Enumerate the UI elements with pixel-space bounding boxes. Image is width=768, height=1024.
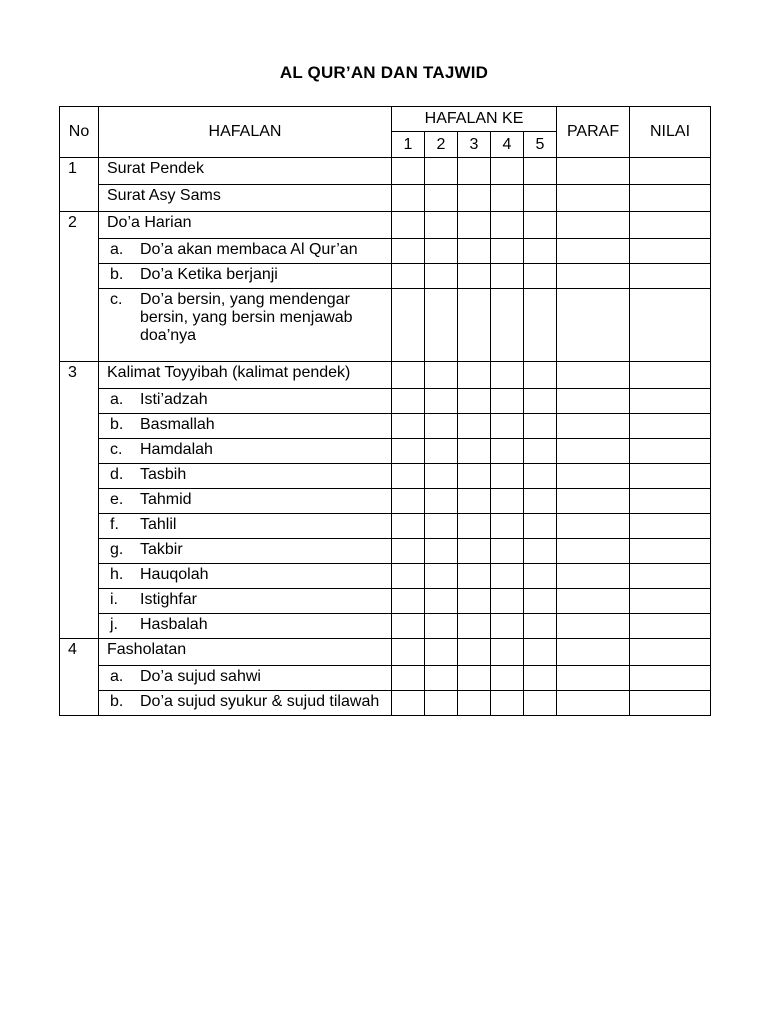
hafalan-ke-4-cell[interactable] [491, 639, 524, 666]
item-marker: b. [110, 693, 124, 710]
hafalan-ke-3-cell[interactable] [458, 589, 491, 614]
hafalan-ke-3-cell[interactable] [458, 489, 491, 514]
item-text: Istighfar [140, 591, 197, 608]
hafalan-ke-5-cell[interactable] [524, 489, 557, 514]
hafalan-cell [99, 464, 392, 489]
hafalan-ke-3-cell[interactable] [458, 514, 491, 539]
paraf-cell[interactable] [557, 666, 630, 691]
item-marker: g. [110, 541, 124, 558]
hafalan-ke-5-cell[interactable] [524, 158, 557, 185]
paraf-cell[interactable] [557, 614, 630, 639]
item-text: Do’a Harian [107, 214, 192, 231]
item-marker: d. [110, 466, 124, 483]
header-hafalan-ke: HAFALAN KE [392, 107, 557, 132]
hafalan-ke-3-cell[interactable] [458, 439, 491, 464]
hafalan-cell [99, 439, 392, 464]
hafalan-ke-2-cell[interactable] [425, 264, 458, 289]
hafalan-ke-5-cell[interactable] [524, 514, 557, 539]
nilai-cell[interactable] [630, 514, 711, 539]
nilai-cell[interactable] [630, 489, 711, 514]
hafalan-ke-3-cell[interactable] [458, 564, 491, 589]
header-ke-3: 3 [458, 132, 491, 158]
group-number: 3 [60, 362, 99, 639]
hafalan-cell [99, 239, 392, 264]
table-row [60, 639, 711, 666]
hafalan-ke-3-cell[interactable] [458, 239, 491, 264]
paraf-cell[interactable] [557, 489, 630, 514]
hafalan-ke-3-cell[interactable] [458, 212, 491, 239]
hafalan-ke-4-cell[interactable] [491, 489, 524, 514]
paraf-cell[interactable] [557, 212, 630, 239]
hafalan-ke-4-cell[interactable] [491, 514, 524, 539]
hafalan-ke-4-cell[interactable] [491, 414, 524, 439]
paraf-cell[interactable] [557, 362, 630, 389]
hafalan-ke-5-cell[interactable] [524, 439, 557, 464]
hafalan-ke-3-cell[interactable] [458, 264, 491, 289]
nilai-cell[interactable] [630, 691, 711, 716]
hafalan-cell [99, 589, 392, 614]
hafalan-ke-2-cell[interactable] [425, 389, 458, 414]
table-row [60, 362, 711, 389]
hafalan-ke-1-cell[interactable] [392, 264, 425, 289]
hafalan-ke-3-cell[interactable] [458, 158, 491, 185]
hafalan-ke-1-cell[interactable] [392, 489, 425, 514]
hafalan-cell [99, 539, 392, 564]
item-marker: a. [110, 668, 124, 685]
hafalan-ke-5-cell[interactable] [524, 464, 557, 489]
hafalan-ke-5-cell[interactable] [524, 289, 557, 362]
hafalan-ke-2-cell[interactable] [425, 185, 458, 212]
hafalan-ke-1-cell[interactable] [392, 389, 425, 414]
hafalan-cell [99, 639, 392, 666]
paraf-cell[interactable] [557, 239, 630, 264]
hafalan-ke-1-cell[interactable] [392, 666, 425, 691]
table-row [60, 589, 711, 614]
paraf-cell[interactable] [557, 539, 630, 564]
nilai-cell[interactable] [630, 185, 711, 212]
hafalan-cell [99, 185, 392, 212]
hafalan-ke-5-cell[interactable] [524, 691, 557, 716]
hafalan-ke-3-cell[interactable] [458, 614, 491, 639]
paraf-cell[interactable] [557, 264, 630, 289]
item-text: Do’a Ketika berjanji [140, 266, 278, 283]
paraf-cell[interactable] [557, 185, 630, 212]
hafalan-ke-2-cell[interactable] [425, 639, 458, 666]
hafalan-ke-1-cell[interactable] [392, 239, 425, 264]
item-text: Isti’adzah [140, 391, 208, 408]
hafalan-ke-5-cell[interactable] [524, 239, 557, 264]
hafalan-ke-4-cell[interactable] [491, 158, 524, 185]
nilai-cell[interactable] [630, 389, 711, 414]
hafalan-cell [99, 489, 392, 514]
table-row [60, 212, 711, 239]
hafalan-ke-1-cell[interactable] [392, 464, 425, 489]
hafalan-ke-4-cell[interactable] [491, 264, 524, 289]
table-row [60, 489, 711, 514]
item-text: Do’a sujud syukur & sujud tilawah [140, 693, 380, 710]
hafalan-ke-1-cell[interactable] [392, 539, 425, 564]
nilai-cell[interactable] [630, 614, 711, 639]
header-paraf: PARAF [557, 107, 630, 158]
item-marker: b. [110, 266, 124, 283]
item-marker: a. [110, 391, 124, 408]
hafalan-ke-2-cell[interactable] [425, 514, 458, 539]
hafalan-ke-1-cell[interactable] [392, 414, 425, 439]
hafalan-ke-4-cell[interactable] [491, 464, 524, 489]
hafalan-ke-2-cell[interactable] [425, 464, 458, 489]
hafalan-ke-4-cell[interactable] [491, 439, 524, 464]
item-text: Tasbih [140, 466, 187, 483]
header-ke-4: 4 [491, 132, 524, 158]
hafalan-ke-4-cell[interactable] [491, 185, 524, 212]
nilai-cell[interactable] [630, 239, 711, 264]
table-row [60, 289, 711, 362]
hafalan-ke-1-cell[interactable] [392, 589, 425, 614]
item-text: Tahmid [140, 491, 192, 508]
hafalan-ke-5-cell[interactable] [524, 389, 557, 414]
hafalan-cell [99, 389, 392, 414]
paraf-cell[interactable] [557, 158, 630, 185]
item-text: Do’a sujud sahwi [140, 668, 261, 685]
hafalan-ke-3-cell[interactable] [458, 639, 491, 666]
paraf-cell[interactable] [557, 691, 630, 716]
hafalan-ke-5-cell[interactable] [524, 185, 557, 212]
group-number: 1 [60, 158, 99, 212]
hafalan-ke-3-cell[interactable] [458, 362, 491, 389]
hafalan-ke-5-cell[interactable] [524, 589, 557, 614]
hafalan-cell [99, 289, 392, 362]
item-text: Hamdalah [140, 441, 213, 458]
hafalan-ke-5-cell[interactable] [524, 666, 557, 691]
table-row [60, 158, 711, 185]
hafalan-cell [99, 666, 392, 691]
hafalan-cell [99, 614, 392, 639]
hafalan-cell [99, 158, 392, 185]
hafalan-ke-2-cell[interactable] [425, 439, 458, 464]
hafalan-ke-5-cell[interactable] [524, 264, 557, 289]
item-text: Do’a akan membaca Al Qur’an [140, 241, 358, 258]
hafalan-ke-3-cell[interactable] [458, 539, 491, 564]
nilai-cell[interactable] [630, 564, 711, 589]
table-row [60, 691, 711, 716]
hafalan-ke-1-cell[interactable] [392, 362, 425, 389]
hafalan-ke-2-cell[interactable] [425, 239, 458, 264]
table-row [60, 439, 711, 464]
hafalan-ke-4-cell[interactable] [491, 539, 524, 564]
hafalan-ke-3-cell[interactable] [458, 289, 491, 362]
item-marker: f. [110, 516, 119, 533]
hafalan-ke-2-cell[interactable] [425, 489, 458, 514]
hafalan-ke-1-cell[interactable] [392, 185, 425, 212]
hafalan-ke-2-cell[interactable] [425, 539, 458, 564]
paraf-cell[interactable] [557, 589, 630, 614]
hafalan-ke-4-cell[interactable] [491, 691, 524, 716]
hafalan-ke-1-cell[interactable] [392, 439, 425, 464]
hafalan-ke-5-cell[interactable] [524, 614, 557, 639]
hafalan-ke-5-cell[interactable] [524, 212, 557, 239]
table-row [60, 539, 711, 564]
table-row [60, 564, 711, 589]
hafalan-ke-2-cell[interactable] [425, 589, 458, 614]
nilai-cell[interactable] [630, 464, 711, 489]
hafalan-table [59, 106, 711, 716]
hafalan-ke-2-cell[interactable] [425, 362, 458, 389]
paraf-cell[interactable] [557, 564, 630, 589]
nilai-cell[interactable] [630, 362, 711, 389]
hafalan-ke-1-cell[interactable] [392, 158, 425, 185]
header-ke-2: 2 [425, 132, 458, 158]
group-number: 4 [60, 639, 99, 716]
item-text: Surat Pendek [107, 160, 204, 177]
hafalan-ke-3-cell[interactable] [458, 464, 491, 489]
item-text: Kalimat Toyyibah (kalimat pendek) [107, 364, 351, 381]
nilai-cell[interactable] [630, 158, 711, 185]
item-marker: a. [110, 241, 124, 258]
page-title: AL QUR’AN DAN TAJWID [279, 63, 489, 82]
paraf-cell[interactable] [557, 389, 630, 414]
nilai-cell[interactable] [630, 639, 711, 666]
hafalan-cell [99, 264, 392, 289]
hafalan-ke-1-cell[interactable] [392, 289, 425, 362]
hafalan-ke-3-cell[interactable] [458, 666, 491, 691]
item-text: Tahlil [140, 516, 177, 533]
hafalan-ke-4-cell[interactable] [491, 389, 524, 414]
nilai-cell[interactable] [630, 589, 711, 614]
hafalan-ke-1-cell[interactable] [392, 691, 425, 716]
group-number: 2 [60, 212, 99, 362]
paraf-cell[interactable] [557, 439, 630, 464]
hafalan-ke-4-cell[interactable] [491, 589, 524, 614]
nilai-cell[interactable] [630, 439, 711, 464]
item-marker: h. [110, 566, 124, 583]
hafalan-cell [99, 514, 392, 539]
item-text: Fasholatan [107, 641, 187, 658]
item-text: Do’a bersin, yang mendengar bersin, yang bersin menjawab doa’nya [140, 291, 353, 344]
item-marker: j. [110, 616, 118, 633]
hafalan-ke-2-cell[interactable] [425, 691, 458, 716]
paraf-cell[interactable] [557, 514, 630, 539]
item-text: Hasbalah [140, 616, 208, 633]
hafalan-ke-2-cell[interactable] [425, 212, 458, 239]
item-text: Takbir [140, 541, 183, 558]
table-row [60, 239, 711, 264]
hafalan-cell [99, 564, 392, 589]
hafalan-ke-2-cell[interactable] [425, 158, 458, 185]
table-row [60, 389, 711, 414]
nilai-cell[interactable] [630, 414, 711, 439]
item-text: Surat Asy Sams [107, 187, 221, 204]
paraf-cell[interactable] [557, 464, 630, 489]
hafalan-ke-5-cell[interactable] [524, 362, 557, 389]
hafalan-cell [99, 691, 392, 716]
item-marker: i. [110, 591, 118, 608]
hafalan-ke-4-cell[interactable] [491, 239, 524, 264]
header-ke-1: 1 [392, 132, 425, 158]
nilai-cell[interactable] [630, 289, 711, 362]
nilai-cell[interactable] [630, 212, 711, 239]
header-nilai: NILAI [630, 107, 711, 158]
hafalan-ke-2-cell[interactable] [425, 666, 458, 691]
nilai-cell[interactable] [630, 264, 711, 289]
hafalan-ke-3-cell[interactable] [458, 185, 491, 212]
hafalan-ke-1-cell[interactable] [392, 564, 425, 589]
nilai-cell[interactable] [630, 539, 711, 564]
table-row [60, 185, 711, 212]
hafalan-ke-2-cell[interactable] [425, 564, 458, 589]
nilai-cell[interactable] [630, 666, 711, 691]
hafalan-cell [99, 362, 392, 389]
paraf-cell[interactable] [557, 414, 630, 439]
table-row [60, 614, 711, 639]
header-hafalan: HAFALAN [99, 107, 392, 158]
table-row [60, 514, 711, 539]
hafalan-ke-5-cell[interactable] [524, 414, 557, 439]
hafalan-ke-1-cell[interactable] [392, 514, 425, 539]
hafalan-ke-2-cell[interactable] [425, 414, 458, 439]
item-text: Hauqolah [140, 566, 209, 583]
item-marker: c. [110, 291, 123, 308]
hafalan-ke-3-cell[interactable] [458, 414, 491, 439]
header-no: No [60, 107, 99, 158]
table-row [60, 464, 711, 489]
hafalan-ke-1-cell[interactable] [392, 212, 425, 239]
hafalan-cell [99, 414, 392, 439]
hafalan-ke-4-cell[interactable] [491, 564, 524, 589]
table-row [60, 414, 711, 439]
hafalan-ke-4-cell[interactable] [491, 666, 524, 691]
hafalan-ke-1-cell[interactable] [392, 614, 425, 639]
hafalan-ke-2-cell[interactable] [425, 614, 458, 639]
table-row [60, 666, 711, 691]
hafalan-ke-4-cell[interactable] [491, 362, 524, 389]
hafalan-ke-1-cell[interactable] [392, 639, 425, 666]
paraf-cell[interactable] [557, 639, 630, 666]
hafalan-ke-5-cell[interactable] [524, 564, 557, 589]
item-marker: b. [110, 416, 124, 433]
hafalan-ke-5-cell[interactable] [524, 539, 557, 564]
hafalan-cell [99, 212, 392, 239]
hafalan-ke-3-cell[interactable] [458, 691, 491, 716]
table-row [60, 264, 711, 289]
header-ke-5: 5 [524, 132, 557, 158]
hafalan-ke-5-cell[interactable] [524, 639, 557, 666]
paraf-cell[interactable] [557, 289, 630, 362]
item-marker: e. [110, 491, 124, 508]
hafalan-ke-2-cell[interactable] [425, 289, 458, 362]
item-marker: c. [110, 441, 123, 458]
item-text: Basmallah [140, 416, 215, 433]
hafalan-ke-4-cell[interactable] [491, 614, 524, 639]
hafalan-ke-4-cell[interactable] [491, 212, 524, 239]
hafalan-ke-3-cell[interactable] [458, 389, 491, 414]
hafalan-ke-4-cell[interactable] [491, 289, 524, 362]
